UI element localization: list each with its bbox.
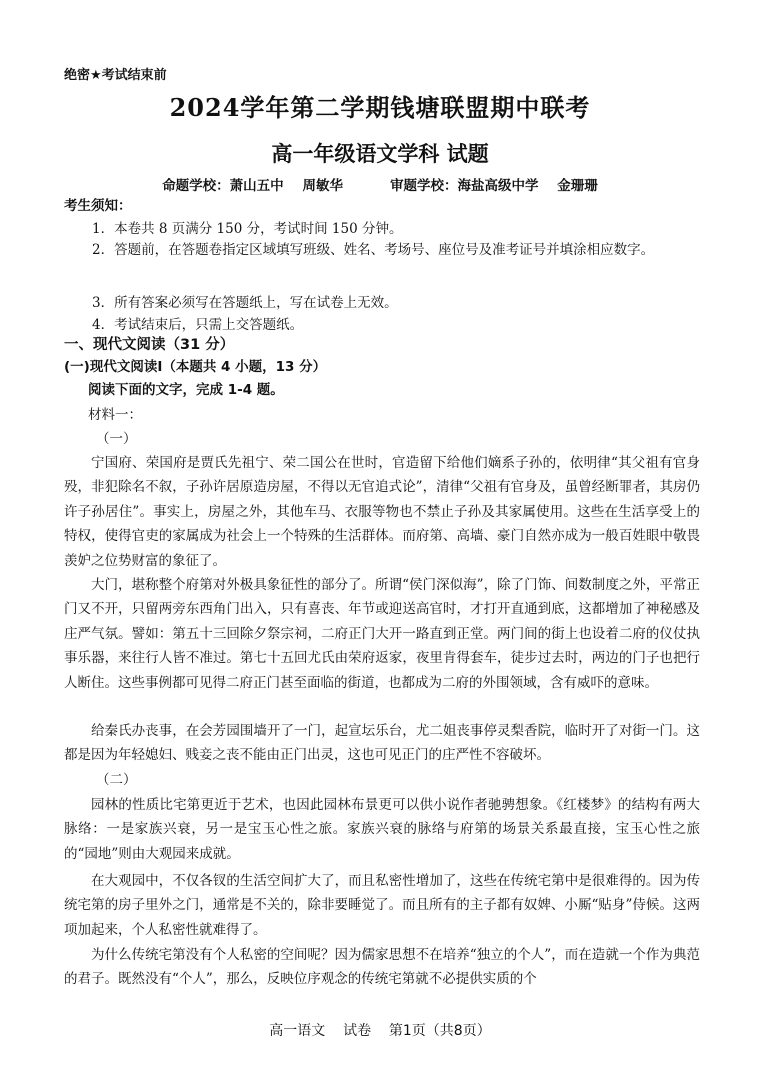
paragraph-4: 园林的性质比宅第更近于艺术，也因此园林布景更可以供小说作者驰骋想象。《红楼梦》的结构有两大脉络：一是家族兴衰，另一是宝玉心性之旅。家族兴衰的脉络与府第的场景关系最直接，宝玉心性之旅的“园地”则由大观园来成就。 (64, 797, 700, 862)
material-label: 材料一： (88, 407, 142, 423)
paragraph-6: 为什么传统宅第没有个人私密的空间呢？因为儒家思想不在培养“独立的个人”，而在造就一个作为典范的君子。既然没有“个人”，那么，反映位序观念的传统宅第就不必提供实质的个 (64, 947, 700, 988)
paragraph-2: 大门，堪称整个府第对外极具象征性的部分了。所谓“侯门深似海”，除了门饰、间数制度之外，平常正门又不开，只留两旁东西角门出入，只有喜丧、年节或迎送高官时，才打开直通到底，这都增加了神秘感及庄严气氛。譬如：第五十三回除夕祭宗祠，二府正门大开一路直到正堂。两门间的街上也设着二府的仪仗执事乐器，来往行人皆不准过。第七十五回尤氏由荣府返家，夜里肯得套车，徒步过去时，两边的门子也把行人断住。这些事例都可见得二府正门甚至面临的街道，也都成为二府的外围领域，含有威吓的意味。 (64, 577, 700, 691)
sub-section-heading: (一)现代文阅读Ⅰ（本题共 4 小题，13 分） (64, 359, 327, 375)
paragraph-5: 在大观园中，不仅各钗的生活空间扩大了，而且私密性增加了，这些在传统宅第中是很难得的。因为传统宅第的房子里外之门，通常是不关的，除非要睡觉了。而且所有的主子都有奴婢、小厮“贴身”侍候。这两项加起来，个人私密性就难得了。 (64, 873, 700, 938)
paragraph-1: 宁国府、荣国府是贾氏先祖宁、荣二国公在世时，官造留下给他们嫡系子孙的，依明律“其父祖有官身殁，非犯除名不叙，子孙许居原造房屋，不得以无官追式论”，清律“父祖有官身及，虽曾经断罪者，其房仍许子孙居住”。事实上，房屋之外，其他车马、衣服等物也不禁止子孙及其家属使用。这些在生活享受上的特权，使得官吏的家属成为社会上一个特殊的生活群体。而府第、高墙、豪门自然亦成为一般百姓眼中敬畏羡妒之位势财富的象征了。 (64, 455, 700, 569)
notice-item-2: 2．答题前，在答题卷指定区域填写班级、姓名、考场号、座位号及准考证号并填涂相应数字。 (92, 242, 655, 258)
confidential-label: 绝密★考试结束前 (64, 68, 167, 83)
author-line: 命题学校：萧山五中 周敏华 审题学校：海盐高级中学 金珊珊 (162, 178, 598, 194)
section-heading: 一、现代文阅读（31 分） (64, 337, 235, 353)
page-footer: 高一语文 试卷 第1页（共8页） (269, 1023, 491, 1039)
exam-subtitle: 高一年级语文学科 试题 (271, 141, 489, 166)
part-two-label: （二） (96, 772, 137, 788)
paragraph-3: 给秦氏办丧事，在会芳园围墙开了一门，起宣坛乐台，尤二姐丧事停灵梨香院，临时开了对街一门。这都是因为年轻媳妇、贱妾之丧不能由正门出灵，这也可见正门的庄严性不容破坏。 (64, 723, 700, 764)
exam-title: 2024学年第二学期钱塘联盟期中联考 (169, 93, 591, 122)
notice-item-3: 3．所有答案必须写在答题纸上，写在试卷上无效。 (92, 295, 398, 311)
notice-heading: 考生须知： (64, 198, 132, 214)
part-one-label: （一） (96, 431, 137, 447)
notice-item-1: 1．本卷共 8 页满分 150 分，考试时间 150 分钟。 (92, 221, 403, 237)
reading-instruction: 阅读下面的文字，完成 1-4 题。 (88, 382, 284, 398)
notice-item-4: 4．考试结束后，只需上交答题纸。 (92, 317, 304, 333)
